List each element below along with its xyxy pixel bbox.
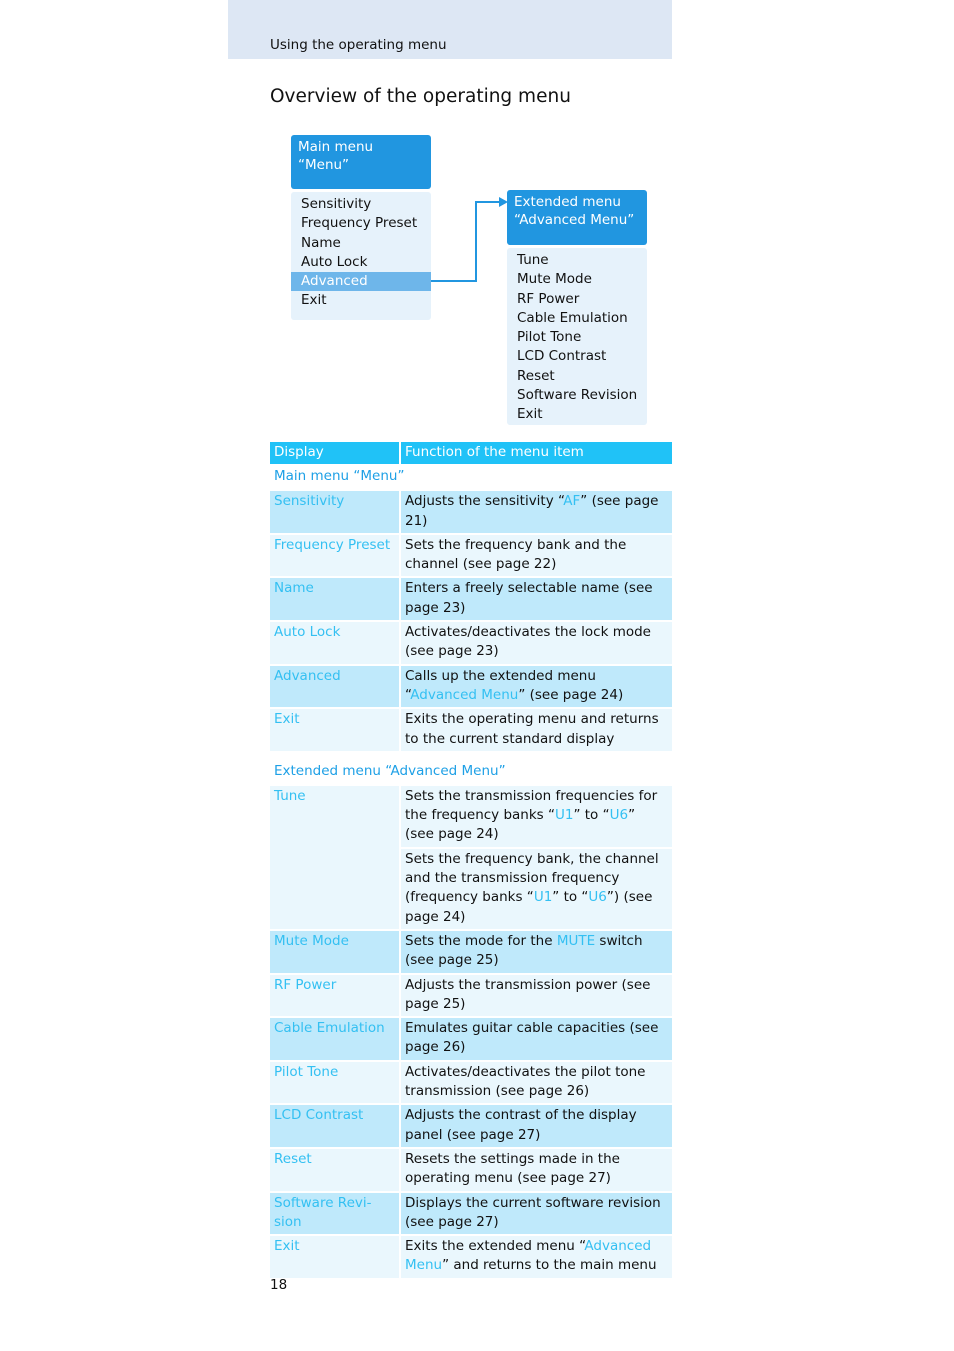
function-text: ”) (see page 24): [405, 889, 653, 925]
display-cell: RF Power: [270, 974, 400, 1018]
display-cell: Frequency Preset: [270, 534, 400, 578]
function-cell: [400, 1192, 672, 1236]
highlighted-term: U6: [609, 807, 629, 824]
table-row: [270, 1061, 672, 1105]
table-row: [270, 621, 672, 665]
extended-menu-list: [507, 248, 647, 425]
extended-menu-item: Mute Mode: [517, 271, 592, 288]
function-cell: [400, 665, 672, 709]
extended-menu-item: Exit: [517, 406, 543, 423]
column-header-function: Function of the menu item: [400, 442, 672, 465]
extended-menu-heading-line2: “Advanced Menu”: [514, 212, 635, 228]
function-text: Calls up the extended menu “: [405, 667, 596, 703]
main-menu-item: Sensitivity: [301, 196, 372, 212]
extended-menu-item: Tune: [517, 252, 549, 268]
table-row: [270, 665, 672, 709]
function-cell: [400, 930, 672, 974]
function-text: Activates/deactivates the pilot tone transmission (see page 26): [405, 1063, 646, 1100]
highlighted-term: U1: [533, 889, 553, 906]
extended-menu-item: LCD Contrast: [517, 348, 607, 365]
table-row: [270, 1104, 672, 1148]
extended-menu-item: Reset: [517, 367, 555, 384]
highlighted-term: Advanced Menu: [405, 1238, 652, 1274]
function-text: ” (see page 24): [518, 686, 624, 703]
running-header: Using the operating menu: [270, 37, 447, 53]
function-cell: [400, 708, 672, 752]
highlighted-term: U6: [588, 889, 607, 906]
function-text: Sets the mode for the: [405, 932, 557, 949]
main-menu-list: [291, 192, 431, 320]
highlighted-term: U1: [554, 807, 574, 824]
section-heading-main-menu: Main menu “Menu”: [270, 465, 672, 490]
table-row: [270, 1192, 672, 1236]
main-menu-heading-line2: “Menu”: [298, 157, 350, 173]
table-row: [270, 930, 672, 974]
section-gap: [270, 752, 672, 760]
function-cell: [400, 534, 672, 578]
table-header-row: [270, 442, 672, 465]
menu-connector: [431, 280, 476, 282]
display-cell: LCD Contrast: [270, 1104, 400, 1148]
display-cell: Exit: [270, 708, 400, 752]
table-row: [270, 974, 672, 1018]
extended-menu-heading: [507, 190, 647, 245]
menu-connector: [475, 201, 501, 203]
display-cell: Name: [270, 577, 400, 621]
function-cell: [400, 621, 672, 665]
function-text: Adjusts the contrast of the display panel (see page 27): [405, 1107, 637, 1143]
function-text: Activates/deactivates the lock mode (see page 23): [405, 624, 651, 660]
extended-menu-item: Pilot Tone: [517, 329, 582, 346]
extended-menu-heading-line1: Extended menu: [514, 194, 621, 210]
menu-function-table: [270, 442, 672, 1280]
function-text: ” (see page 21): [405, 493, 659, 529]
main-menu-item: Exit: [301, 292, 327, 309]
main-menu-heading: [291, 135, 431, 189]
function-text: Exits the operating menu and returns to the current standard display: [405, 711, 659, 747]
main-menu-item: Auto Lock: [301, 253, 368, 270]
function-cell: [400, 1017, 672, 1061]
extended-menu-item: Cable Emulation: [517, 309, 628, 326]
section-row-main-menu: [270, 465, 672, 490]
table-row: [270, 1235, 672, 1279]
extended-menu-item: Software Revision: [517, 387, 638, 404]
highlighted-term: MUTE: [556, 932, 596, 949]
section-heading-extended-menu: Extended menu “Advanced Menu”: [270, 760, 672, 785]
display-cell: Auto Lock: [270, 621, 400, 665]
function-text: Adjusts the transmission power (see page 25): [405, 976, 651, 1012]
function-cell: [400, 1235, 672, 1279]
function-text: Emulates guitar cable capacities (see page 26): [405, 1020, 659, 1056]
page-number: 18: [270, 1277, 288, 1293]
function-cell: [400, 1061, 672, 1105]
display-cell: Pilot Tone: [270, 1061, 400, 1105]
function-cell: [400, 490, 672, 534]
table-row: [270, 708, 672, 752]
function-cell: [400, 577, 672, 621]
function-text: ” to “: [552, 889, 589, 906]
function-cell: [400, 848, 672, 930]
table-row: [270, 534, 672, 578]
main-menu-item: Frequency Preset: [301, 215, 418, 232]
table-row: [270, 577, 672, 621]
function-text: Enters a freely selectable name (see page 23): [405, 580, 653, 616]
display-cell: Mute Mode: [270, 930, 400, 974]
table-row: [270, 490, 672, 534]
display-cell: Software Revi-sion: [270, 1192, 400, 1236]
function-text: Adjusts the sensitivity “: [405, 493, 564, 510]
display-cell: Exit: [270, 1235, 400, 1279]
function-text: Exits the extended menu “: [405, 1238, 585, 1255]
function-text: ” to “: [573, 807, 610, 824]
display-cell: Advanced: [270, 665, 400, 709]
function-text: Sets the frequency bank and the channel (see page 22): [405, 536, 627, 573]
highlighted-term: Advanced Menu: [410, 686, 519, 703]
table-row: [270, 1017, 672, 1061]
main-menu-item: Advanced: [291, 272, 431, 291]
menu-connector: [475, 201, 477, 282]
function-text: Displays the current software revision (see page 27): [405, 1194, 661, 1230]
highlighted-term: AF: [563, 493, 581, 510]
page-title: Overview of the operating menu: [270, 86, 571, 107]
function-text: ” (see page 24): [405, 807, 636, 843]
main-menu-heading-line1: Main menu: [298, 139, 374, 155]
function-text: Sets the transmission frequencies for the frequency banks “: [405, 787, 658, 824]
display-cell: Reset: [270, 1148, 400, 1192]
function-text: Resets the settings made in the operating menu (see page 27): [405, 1150, 620, 1187]
function-text: Sets the frequency bank, the channel and the transmission frequency (frequency banks “: [405, 850, 659, 906]
column-header-display: Display: [270, 442, 400, 465]
table-row: [270, 785, 672, 848]
display-cell: Tune: [270, 785, 400, 930]
function-cell: [400, 1104, 672, 1148]
display-cell: Cable Emulation: [270, 1017, 400, 1061]
section-row-extended-menu: [270, 760, 672, 785]
function-text: switch (see page 25): [405, 932, 643, 969]
function-cell: [400, 974, 672, 1018]
display-cell: Sensitivity: [270, 490, 400, 534]
section-gap-cell: [270, 752, 672, 760]
extended-menu-item: RF Power: [517, 290, 580, 307]
table-row: [270, 1148, 672, 1192]
function-text: ” and returns to the main menu: [442, 1257, 657, 1274]
main-menu-item: Name: [301, 234, 341, 251]
function-cell: [400, 785, 672, 848]
function-cell: [400, 1148, 672, 1192]
